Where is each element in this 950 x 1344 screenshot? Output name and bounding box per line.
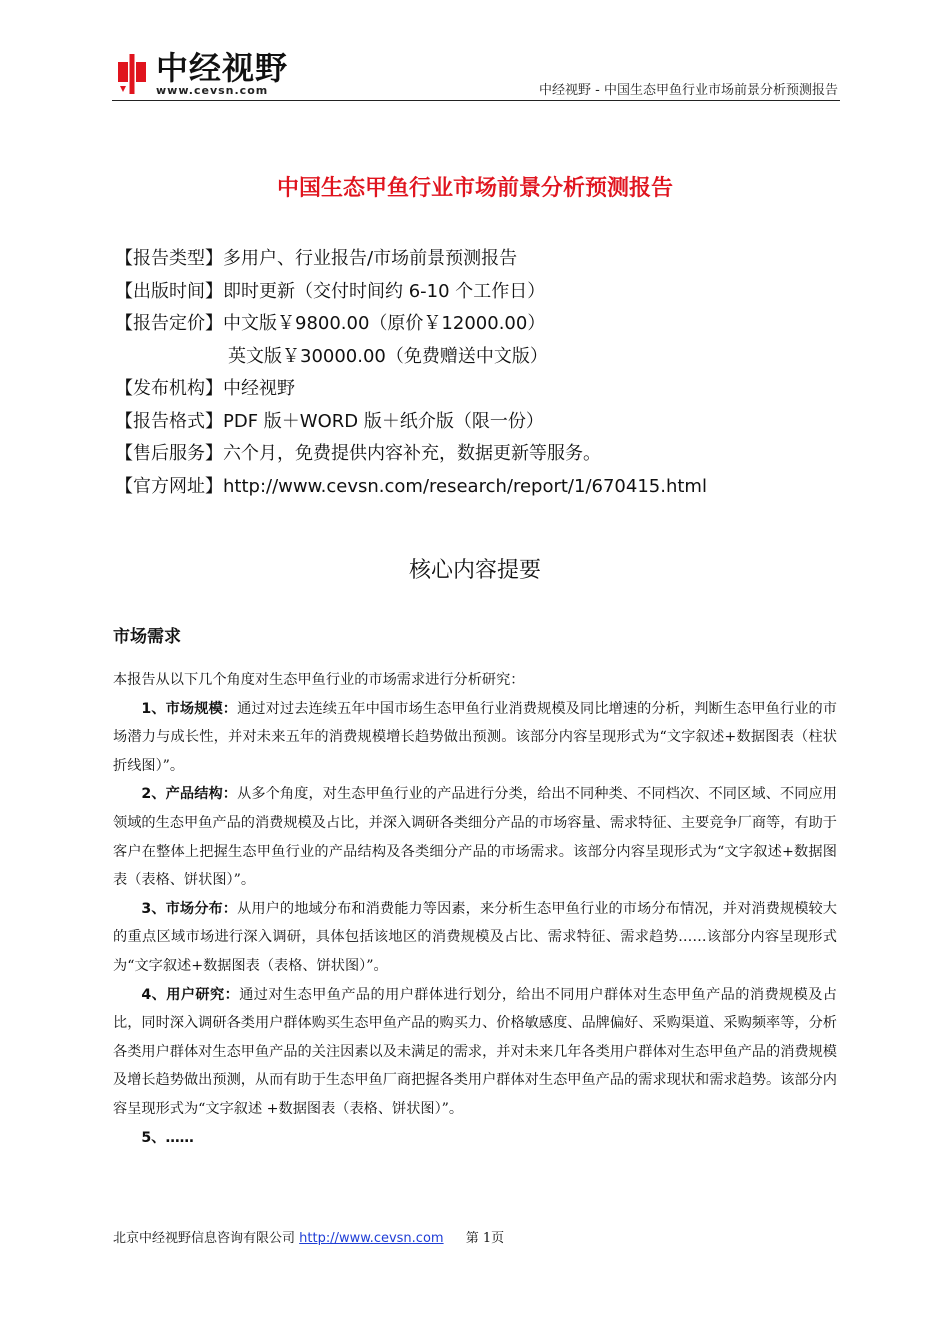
meta-row-price-en: [115, 343, 845, 376]
meta-value: 中经视野: [223, 378, 295, 399]
logo-url: www.cevsn.com: [156, 84, 269, 97]
item-text: 从用户的地域分布和消费能力等因素，来分析生态甲鱼行业的市场分布情况，并对消费规模较大的重点区域市场进行深入调研，具体包括该地区的消费规模及占比、需求特征、需求趋势……该部分内容呈现形式为“文字叙述+数据图表（表格、饼状图）”。: [113, 900, 837, 974]
meta-label: 【报告格式】: [115, 410, 223, 432]
item-label: 5、……: [141, 1129, 194, 1146]
meta-row-date: [115, 278, 845, 311]
meta-value: 即时更新（交付时间约 6-10 个工作日）: [223, 280, 546, 302]
meta-row-price: [115, 310, 845, 343]
item-label: 1、市场规模：: [141, 700, 238, 717]
page-footer: [113, 1227, 504, 1246]
list-item: [113, 780, 837, 894]
page-number: 第 1页: [465, 1231, 505, 1246]
meta-value: PDF 版＋WORD 版＋纸介版（限一份）: [223, 410, 544, 432]
footer-link[interactable]: http://www.cevsn.com: [299, 1231, 444, 1246]
meta-website-link[interactable]: http://www.cevsn.com/research/report/1/670415.html: [223, 475, 707, 497]
meta-value: 多用户、行业报告/市场前景预测报告: [223, 248, 518, 269]
item-label: 3、市场分布：: [141, 900, 238, 917]
list-item: [113, 1124, 837, 1153]
meta-label: 【报告定价】: [115, 313, 223, 334]
meta-row-format: [115, 408, 845, 441]
section-title: 核心内容提要: [408, 558, 541, 583]
document-title: 中国生态甲鱼行业市场前景分析预测报告: [276, 176, 673, 201]
meta-row-publisher: [115, 375, 845, 408]
footer-company: 北京中经视野信息咨询有限公司: [113, 1231, 296, 1246]
meta-value: 六个月，免费提供内容补充，数据更新等服务。: [223, 443, 601, 464]
meta-label: 【出版时间】: [115, 280, 223, 302]
logo-name: 中经视野: [156, 49, 289, 87]
intro-paragraph: 本报告从以下几个角度对生态甲鱼行业的市场需求进行分析研究：: [113, 672, 525, 688]
meta-value: 中文版￥9800.00（原价￥12000.00）: [223, 313, 546, 334]
meta-label: 【售后服务】: [115, 443, 223, 464]
subheading-market-demand: 市场需求: [113, 627, 181, 647]
meta-value: 英文版￥30000.00（免费赠送中文版）: [228, 345, 548, 367]
meta-label: 【发布机构】: [115, 378, 223, 399]
logo-mark-icon: [112, 52, 152, 96]
item-text: 通过对生态甲鱼产品的用户群体进行划分，给出不同用户群体对生态甲鱼产品的消费规模及占比，同时深入调研各类用户群体购买生态甲鱼产品的购买力、价格敏感度、品牌偏好、采购渠道、采购频率等，分析各类用户群体对生态甲鱼产品的关注因素以及未满足的需求，并对未来几年各类用户群体对生态甲鱼产品的消费规模及增长趋势做出预测，从而有助于生态甲鱼厂商把握各类用户群体对生态甲鱼产品的需求现状和需求趋势。该部分内容呈现形式为“文字叙述 +数据图表（表格、饼状图）”。: [113, 986, 837, 1117]
list-item: [113, 981, 837, 1124]
meta-row-website: [115, 473, 845, 506]
meta-label: 【官方网址】: [115, 475, 223, 497]
meta-label: 【报告类型】: [115, 248, 223, 269]
meta-row-type: [115, 245, 845, 278]
list-item: [113, 895, 837, 981]
logo[interactable]: [112, 50, 312, 100]
report-meta: [115, 245, 845, 505]
list-item: [113, 695, 837, 781]
body-text: [113, 666, 837, 1152]
item-label: 4、用户研究：: [141, 986, 240, 1003]
item-text: 通过对过去连续五年中国市场生态甲鱼行业消费规模及同比增速的分析，判断生态甲鱼行业的市场潜力与成长性，并对未来五年的消费规模增长趋势做出预测。该部分内容呈现形式为“文字叙述+数据图表（柱状折线图）”。: [113, 700, 837, 774]
meta-row-service: [115, 440, 845, 473]
page-header: [112, 50, 840, 101]
item-label: 2、产品结构：: [141, 786, 238, 803]
header-report-title: 中经视野 - 中国生态甲鱼行业市场前景分析预测报告: [539, 83, 838, 98]
item-text: 从多个角度，对生态甲鱼行业的产品进行分类，给出不同种类、不同档次、不同区域、不同应用领域的生态甲鱼产品的消费规模及占比，并深入调研各类细分产品的市场容量、需求特征、主要竞争厂商等，有助于客户在整体上把握生态甲鱼行业的产品结构及各类细分产品的市场需求。该部分内容呈现形式为“文字叙述+数据图表（表格、饼状图）”。: [113, 786, 837, 889]
